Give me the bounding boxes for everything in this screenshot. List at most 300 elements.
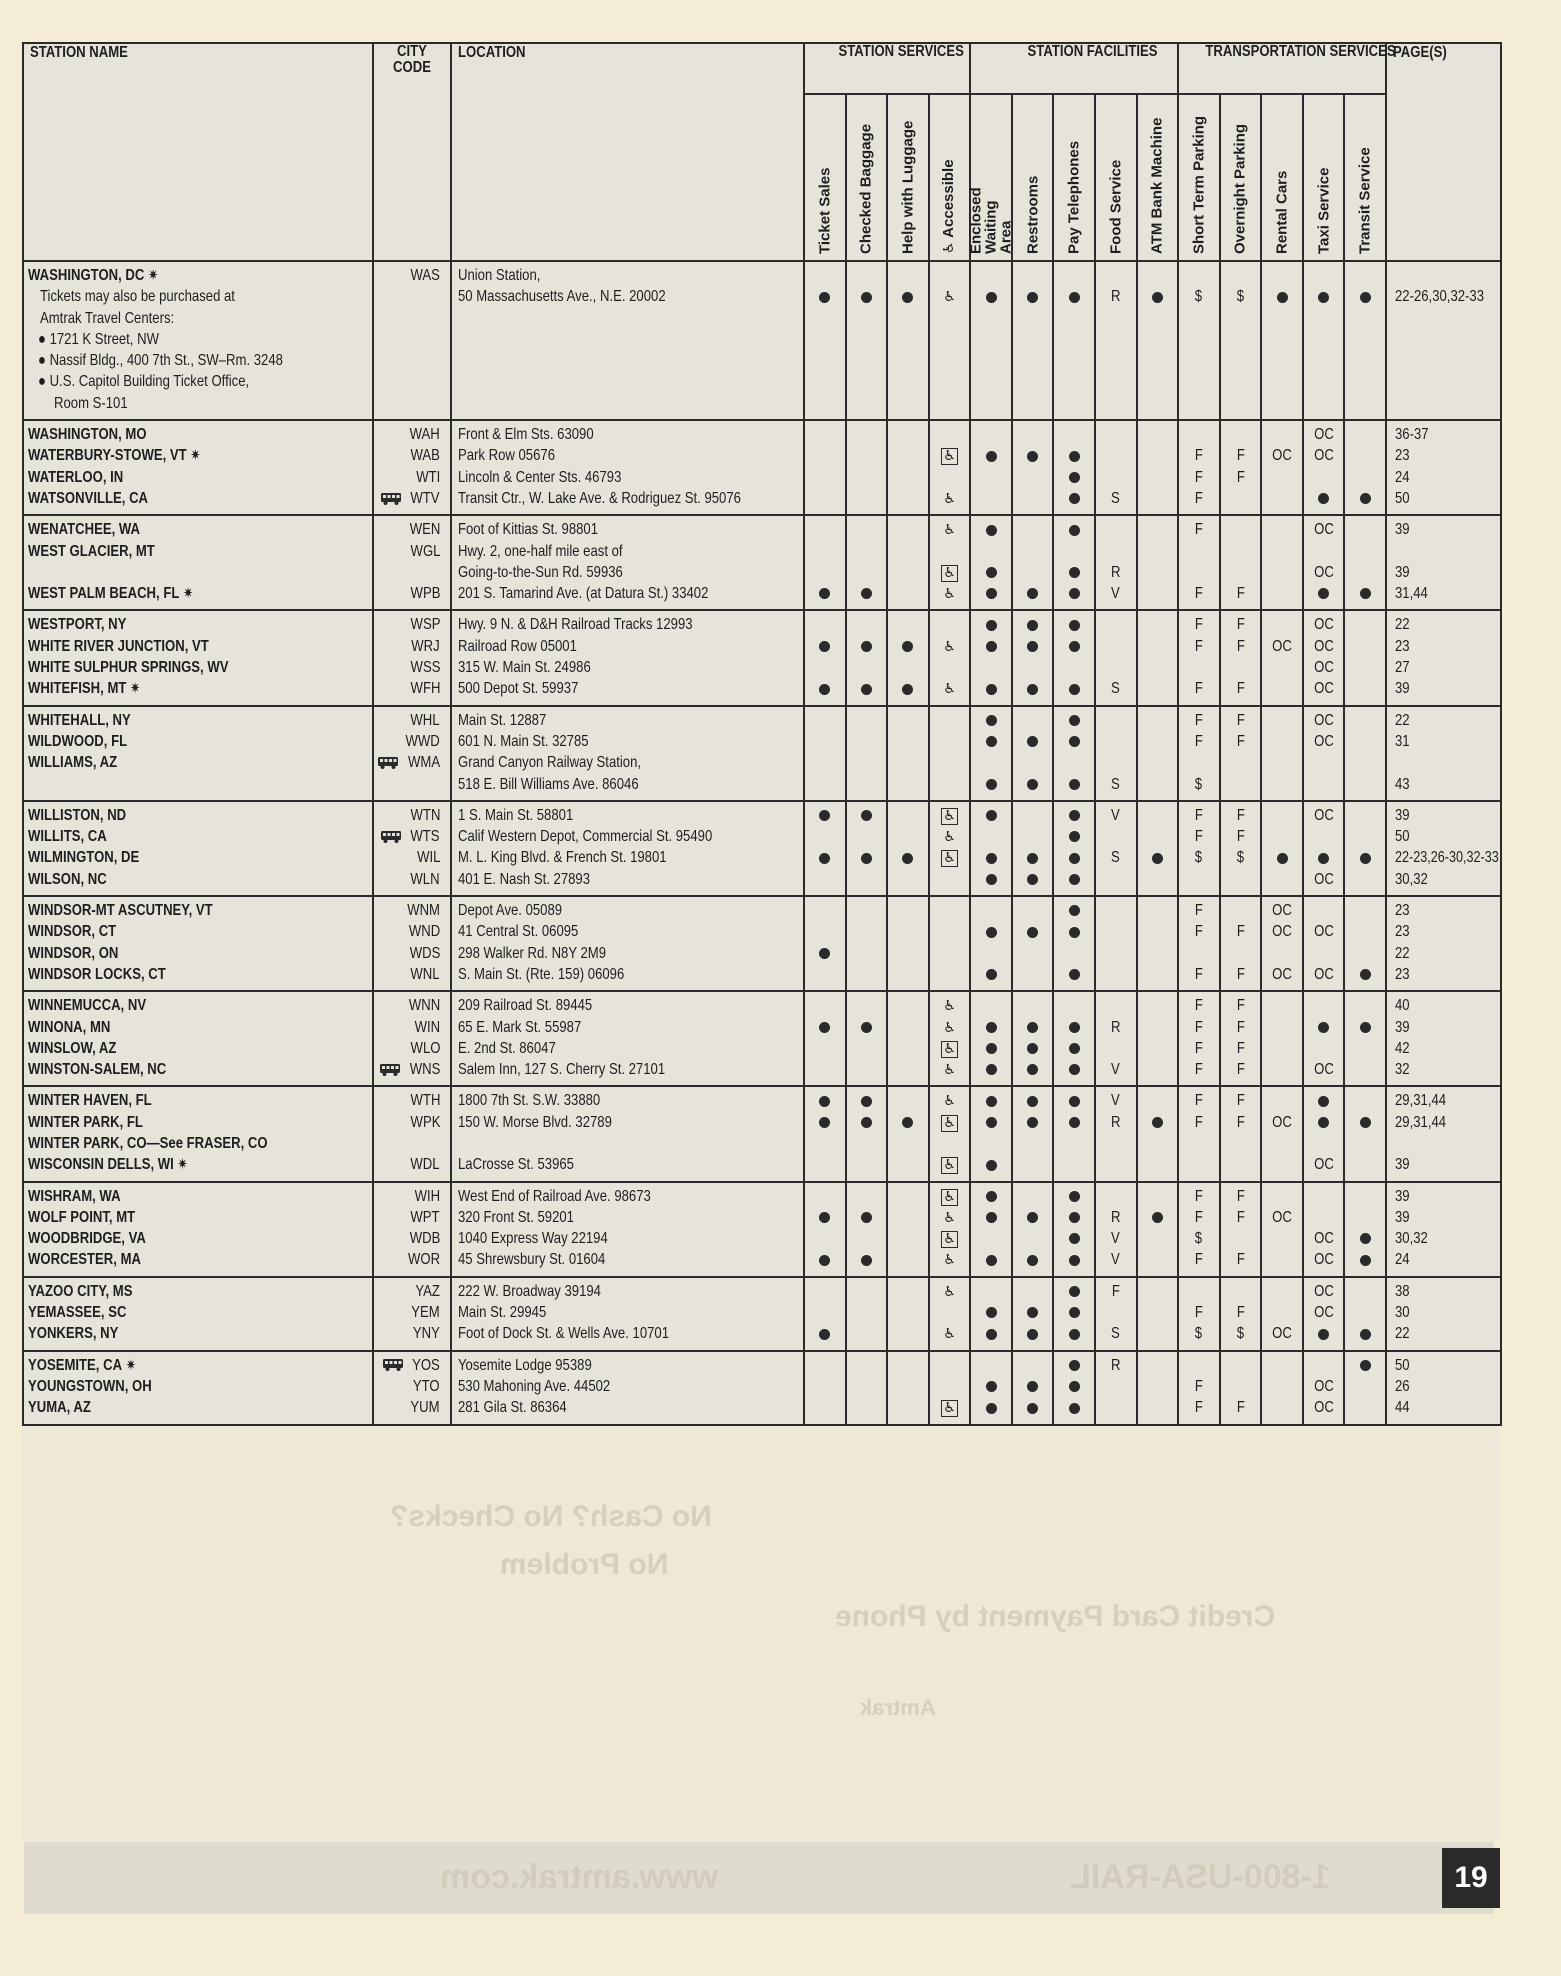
column-header-overnight-parking	[1220, 94, 1262, 261]
available-dot-icon	[861, 853, 872, 864]
available-dot-icon	[1027, 874, 1038, 885]
bleed-through-text: www.amtrak.com	[440, 1858, 719, 1896]
column-header-label: Food Service	[1107, 159, 1125, 254]
column-header-label: Restrooms	[1024, 175, 1042, 254]
service-code: OC	[1313, 1282, 1334, 1300]
city-code: WND	[408, 923, 440, 941]
pages-cell	[1386, 1277, 1501, 1351]
service-cell-overnight-parking	[1220, 515, 1262, 610]
station-group	[23, 896, 1501, 991]
service-cell-rental-cars	[1261, 515, 1303, 610]
service-cell-atm-bank-machine	[1137, 420, 1179, 515]
available-dot-icon	[1318, 1329, 1329, 1340]
station-location: Yosemite Lodge 95389	[458, 1356, 592, 1374]
service-cell-pay-telephones	[1053, 610, 1095, 705]
service-cell-transit-service	[1344, 896, 1386, 991]
service-code: S	[1111, 849, 1121, 867]
page-reference: 29,31,44	[1394, 1092, 1447, 1110]
service-cell-help-with-luggage	[887, 1086, 929, 1181]
service-cell-rental-cars	[1261, 610, 1303, 705]
available-dot-icon	[819, 588, 830, 599]
page-reference: 22-23,26-30,32-33	[1394, 849, 1499, 867]
header-group-station-services	[804, 43, 970, 94]
page-reference: 42	[1394, 1039, 1410, 1057]
available-dot-icon	[986, 1403, 997, 1414]
service-cell-restrooms	[1012, 1277, 1054, 1351]
station-location: Calif Western Depot, Commercial St. 95490	[458, 828, 713, 846]
service-cell-ticket-sales	[804, 261, 846, 420]
service-cell-checked-baggage	[846, 420, 888, 515]
service-code: F	[1194, 997, 1203, 1015]
station-location: 401 E. Nash St. 27893	[458, 870, 591, 888]
city-code: YEM	[411, 1304, 440, 1322]
service-code: F	[1194, 637, 1203, 655]
service-cell-short-term-parking	[1178, 1182, 1220, 1277]
station-name: YOSEMITE, CA	[28, 1356, 123, 1374]
accessible-icon: ♿	[943, 1093, 956, 1110]
service-code: F	[1194, 1092, 1203, 1110]
service-code: F	[1194, 447, 1203, 465]
service-code: F	[1194, 902, 1203, 920]
bus-icon	[381, 493, 401, 505]
header-group-label: STATION SERVICES	[838, 43, 964, 60]
station-entry	[24, 805, 372, 826]
station-location: Transit Ctr., W. Lake Ave. & Rodriguez St. 95076	[458, 489, 741, 507]
available-dot-icon	[1152, 292, 1163, 303]
service-code: F	[1236, 637, 1245, 655]
service-code: OC	[1313, 447, 1334, 465]
column-header-enclosed-waiting-area	[967, 94, 1015, 261]
service-cell-rental-cars	[1261, 1086, 1303, 1181]
page-reference: 23	[1394, 447, 1410, 465]
station-location: Salem Inn, 127 S. Cherry St. 27101	[458, 1061, 666, 1079]
service-cell-restrooms	[1012, 706, 1054, 801]
accessible-boxed-icon: ♿	[943, 1114, 956, 1131]
station-group	[23, 420, 1501, 515]
available-dot-icon	[1069, 451, 1080, 462]
station-name: YONKERS, NY	[28, 1325, 119, 1343]
city-code-cell	[373, 991, 451, 1086]
service-cell-restrooms	[1012, 1086, 1054, 1181]
service-cell-taxi-service	[1303, 1086, 1345, 1181]
available-dot-icon	[1027, 1403, 1038, 1414]
service-cell-taxi-service	[1303, 1351, 1345, 1425]
available-dot-icon	[1027, 684, 1038, 695]
station-entry	[24, 1186, 372, 1207]
service-cell-enclosed-waiting-area	[970, 1182, 1012, 1277]
station-location: West End of Railroad Ave. 98673	[458, 1187, 651, 1205]
station-location: Hwy. 9 N. & D&H Railroad Tracks 12993	[458, 616, 693, 634]
service-code: F	[1194, 468, 1203, 486]
service-cell-pay-telephones	[1053, 1182, 1095, 1277]
service-cell-food-service	[1095, 515, 1137, 610]
service-cell-checked-baggage	[846, 896, 888, 991]
city-code: WPT	[410, 1208, 440, 1226]
service-cell-restrooms	[1012, 991, 1054, 1086]
available-dot-icon	[1069, 1096, 1080, 1107]
station-name: WATERLOO, IN	[28, 468, 124, 486]
station-name: YAZOO CITY, MS	[28, 1282, 133, 1300]
star-icon: ✷	[130, 679, 141, 698]
station-name-cell	[23, 1351, 373, 1425]
city-code: YUM	[410, 1399, 440, 1417]
station-name: WHITEHALL, NY	[28, 711, 131, 729]
header-label: STATION NAME	[30, 44, 128, 61]
column-header-pay-telephones	[1053, 94, 1095, 261]
column-header-short-term-parking	[1178, 94, 1220, 261]
available-dot-icon	[986, 1096, 997, 1107]
available-dot-icon	[1069, 588, 1080, 599]
station-entry	[24, 847, 372, 868]
service-cell-ticket-sales	[804, 1086, 846, 1181]
station-name-cell	[23, 610, 373, 705]
available-dot-icon	[1069, 1307, 1080, 1318]
service-cell-pay-telephones	[1053, 1086, 1095, 1181]
station-entry	[24, 1090, 372, 1111]
available-dot-icon	[986, 588, 997, 599]
location-cell	[451, 610, 804, 705]
service-code: S	[1111, 775, 1121, 793]
available-dot-icon	[986, 779, 997, 790]
station-name: WHITE SULPHUR SPRINGS, WV	[28, 659, 229, 677]
service-cell-atm-bank-machine	[1137, 991, 1179, 1086]
service-code: F	[1236, 1018, 1245, 1036]
city-code-cell	[373, 1086, 451, 1181]
station-location: Going-to-the-Sun Rd. 59936	[458, 563, 623, 581]
service-cell-checked-baggage	[846, 610, 888, 705]
available-dot-icon	[819, 810, 830, 821]
column-header-label: Rental Cars	[1273, 170, 1291, 254]
available-dot-icon	[819, 1022, 830, 1033]
service-cell-taxi-service	[1303, 801, 1345, 896]
available-dot-icon	[1027, 927, 1038, 938]
service-code: V	[1111, 806, 1121, 824]
station-entry	[24, 1376, 372, 1397]
available-dot-icon	[861, 1117, 872, 1128]
service-code: $	[1195, 1230, 1203, 1248]
station-entry	[24, 1207, 372, 1228]
service-code: OC	[1313, 1304, 1334, 1322]
city-code: WMA	[407, 754, 440, 772]
available-dot-icon	[1318, 1096, 1329, 1107]
service-cell-ticket-sales	[804, 801, 846, 896]
service-code: S	[1111, 680, 1121, 698]
available-dot-icon	[819, 1329, 830, 1340]
available-dot-icon	[902, 684, 913, 695]
page-number: 19	[1442, 1848, 1500, 1908]
station-entry	[24, 1249, 372, 1270]
service-cell-accessible	[929, 1086, 971, 1181]
service-cell-help-with-luggage	[887, 1182, 929, 1277]
available-dot-icon	[1069, 1329, 1080, 1340]
service-cell-help-with-luggage	[887, 706, 929, 801]
service-code: F	[1194, 828, 1203, 846]
station-location: Foot of Kittias St. 98801	[458, 521, 599, 539]
service-cell-checked-baggage	[846, 801, 888, 896]
pages-cell	[1386, 991, 1501, 1086]
service-cell-ticket-sales	[804, 420, 846, 515]
available-dot-icon	[1152, 1117, 1163, 1128]
service-code: R	[1110, 1208, 1121, 1226]
service-cell-overnight-parking	[1220, 896, 1262, 991]
service-code: V	[1111, 585, 1121, 603]
service-cell-accessible	[929, 1351, 971, 1425]
service-code: OC	[1313, 870, 1334, 888]
service-cell-enclosed-waiting-area	[970, 706, 1012, 801]
service-cell-accessible	[929, 610, 971, 705]
station-entry	[24, 752, 372, 795]
service-code: F	[1236, 806, 1245, 824]
pages-cell	[1386, 1086, 1501, 1181]
station-location: Union Station,	[458, 267, 541, 284]
available-dot-icon	[986, 1117, 997, 1128]
station-location: 1 S. Main St. 58801	[458, 806, 574, 824]
station-name: WILLISTON, ND	[28, 806, 127, 824]
available-dot-icon	[1360, 969, 1371, 980]
station-location: 150 W. Morse Blvd. 32789	[458, 1113, 612, 1131]
bus-icon	[378, 757, 398, 769]
service-code: OC	[1313, 426, 1334, 444]
service-cell-transit-service	[1344, 991, 1386, 1086]
service-cell-help-with-luggage	[887, 610, 929, 705]
station-note: ● 1721 K Street, NW	[38, 330, 159, 348]
station-note: ● U.S. Capitol Building Ticket Office,	[38, 373, 250, 391]
accessible-icon: ♿	[943, 1252, 956, 1269]
service-cell-checked-baggage	[846, 1182, 888, 1277]
page-reference: 27	[1394, 659, 1410, 677]
available-dot-icon	[986, 1064, 997, 1075]
station-location: Front & Elm Sts. 63090	[458, 426, 594, 444]
service-cell-pay-telephones	[1053, 706, 1095, 801]
page-reference: 36-37	[1394, 426, 1429, 444]
station-entry	[24, 1112, 372, 1133]
page-reference: 31,44	[1394, 585, 1428, 603]
station-entry	[24, 1059, 372, 1080]
station-name: YOUNGSTOWN, OH	[28, 1377, 152, 1395]
available-dot-icon	[986, 810, 997, 821]
available-dot-icon	[1069, 1191, 1080, 1202]
column-header-label: Enclosed Waiting Area	[967, 187, 1015, 254]
pages-cell	[1386, 801, 1501, 896]
station-location: 65 E. Mark St. 55987	[458, 1018, 582, 1036]
station-entry	[24, 265, 372, 414]
station-location: LaCrosse St. 53965	[458, 1156, 574, 1174]
accessible-boxed-icon: ♿	[943, 1157, 956, 1174]
service-code: OC	[1313, 806, 1334, 824]
available-dot-icon	[986, 927, 997, 938]
available-dot-icon	[1360, 1360, 1371, 1371]
service-code: $	[1195, 775, 1203, 793]
header-city-code	[373, 43, 451, 261]
page-reference: 22	[1394, 616, 1410, 634]
station-entry	[24, 467, 372, 488]
station-location: 518 E. Bill Williams Ave. 86046	[458, 775, 639, 793]
page-reference: 22	[1394, 711, 1410, 729]
page-reference: 43	[1394, 775, 1410, 793]
station-name: WASHINGTON, DC	[28, 267, 145, 284]
service-code: F	[1194, 1187, 1203, 1205]
service-code: OC	[1313, 923, 1334, 941]
service-code: F	[1236, 828, 1245, 846]
available-dot-icon	[1069, 853, 1080, 864]
available-dot-icon	[861, 1096, 872, 1107]
station-name: WINDSOR LOCKS, CT	[28, 965, 166, 983]
service-cell-enclosed-waiting-area	[970, 896, 1012, 991]
column-header-label: Pay Telephones	[1065, 140, 1083, 254]
station-group	[23, 706, 1501, 801]
service-code: F	[1236, 447, 1245, 465]
available-dot-icon	[986, 1022, 997, 1033]
station-name: WINSLOW, AZ	[28, 1039, 117, 1057]
available-dot-icon	[986, 1381, 997, 1392]
station-name: WILDWOOD, FL	[28, 732, 128, 750]
station-group	[23, 1182, 1501, 1277]
service-cell-help-with-luggage	[887, 896, 929, 991]
accessible-boxed-icon: ♿	[943, 448, 956, 465]
service-cell-rental-cars	[1261, 1351, 1303, 1425]
station-entry	[24, 1397, 372, 1418]
city-code-cell	[373, 1351, 451, 1425]
service-cell-atm-bank-machine	[1137, 1277, 1179, 1351]
available-dot-icon	[819, 1117, 830, 1128]
station-location: 530 Mahoning Ave. 44502	[458, 1377, 611, 1395]
station-entry	[24, 900, 372, 921]
location-cell	[451, 1277, 804, 1351]
service-code: OC	[1313, 616, 1334, 634]
available-dot-icon	[1069, 715, 1080, 726]
station-note: ● Nassif Bldg., 400 7th St., SW–Rm. 3248	[38, 352, 283, 370]
service-cell-help-with-luggage	[887, 801, 929, 896]
service-cell-food-service	[1095, 706, 1137, 801]
service-cell-short-term-parking	[1178, 515, 1220, 610]
available-dot-icon	[819, 1212, 830, 1223]
station-location: M. L. King Blvd. & French St. 19801	[458, 849, 667, 867]
service-cell-taxi-service	[1303, 515, 1345, 610]
city-code: WOR	[407, 1251, 440, 1269]
bleed-through-text: No Cash? No Checks?	[390, 1500, 712, 1533]
accessible-icon: ♿	[943, 1283, 956, 1300]
accessible-icon: ♿	[943, 829, 956, 846]
service-cell-enclosed-waiting-area	[970, 1277, 1012, 1351]
column-header-atm-bank-machine	[1137, 94, 1179, 261]
service-cell-short-term-parking	[1178, 991, 1220, 1086]
city-code: WNM	[407, 902, 440, 920]
service-code: V	[1111, 1230, 1121, 1248]
page-reference: 24	[1394, 1251, 1410, 1269]
station-name: WINDSOR, ON	[28, 944, 119, 962]
service-code: F	[1194, 1018, 1203, 1036]
column-header-label: Short Term Parking	[1190, 115, 1208, 254]
service-cell-overnight-parking	[1220, 1182, 1262, 1277]
available-dot-icon	[986, 1043, 997, 1054]
column-header-label: Ticket Sales	[816, 167, 834, 254]
available-dot-icon	[1027, 1043, 1038, 1054]
bus-icon	[383, 1359, 403, 1371]
accessible-icon: ♿	[943, 681, 956, 698]
service-code: F	[1236, 1187, 1245, 1205]
available-dot-icon	[819, 684, 830, 695]
service-code: OC	[1313, 1377, 1334, 1395]
service-code: OC	[1313, 1399, 1334, 1417]
available-dot-icon	[1027, 1381, 1038, 1392]
service-cell-rental-cars	[1261, 1277, 1303, 1351]
available-dot-icon	[1027, 620, 1038, 631]
service-code: R	[1110, 1113, 1121, 1131]
service-code: F	[1194, 1113, 1203, 1131]
service-cell-restrooms	[1012, 420, 1054, 515]
station-note: Tickets may also be purchased at	[40, 288, 235, 306]
service-cell-transit-service	[1344, 1086, 1386, 1181]
page-reference: 40	[1394, 997, 1410, 1015]
station-entry	[24, 1154, 372, 1175]
service-code: F	[1236, 1208, 1245, 1226]
station-name: WINSTON-SALEM, NC	[28, 1061, 167, 1079]
station-name: WATSONVILLE, CA	[28, 489, 149, 507]
station-note: Amtrak Travel Centers:	[40, 309, 175, 327]
city-code: WIH	[414, 1187, 440, 1205]
service-cell-atm-bank-machine	[1137, 610, 1179, 705]
location-cell	[451, 261, 804, 420]
available-dot-icon	[861, 810, 872, 821]
service-cell-transit-service	[1344, 261, 1386, 420]
available-dot-icon	[1069, 620, 1080, 631]
station-name: WOODBRIDGE, VA	[28, 1230, 146, 1248]
service-code: F	[1236, 997, 1245, 1015]
accessible-boxed-icon: ♿	[943, 807, 956, 824]
service-code: F	[1194, 1208, 1203, 1226]
page-reference: 44	[1394, 1399, 1410, 1417]
service-code: OC	[1313, 1156, 1334, 1174]
service-code: F	[1236, 616, 1245, 634]
header-group-label: TRANSPORTATION SERVICES	[1205, 43, 1396, 60]
service-cell-taxi-service	[1303, 610, 1345, 705]
service-cell-transit-service	[1344, 1277, 1386, 1351]
service-cell-checked-baggage	[846, 261, 888, 420]
accessible-icon: ♿	[943, 1062, 956, 1079]
available-dot-icon	[861, 684, 872, 695]
station-name: WASHINGTON, MO	[28, 426, 147, 444]
location-cell	[451, 991, 804, 1086]
service-cell-pay-telephones	[1053, 261, 1095, 420]
available-dot-icon	[819, 641, 830, 652]
service-cell-short-term-parking	[1178, 420, 1220, 515]
available-dot-icon	[1277, 853, 1288, 864]
accessible-boxed-icon: ♿	[943, 564, 956, 581]
station-name-cell	[23, 515, 373, 610]
star-icon: ✷	[190, 446, 201, 465]
service-cell-short-term-parking	[1178, 706, 1220, 801]
accessible-icon: ♿	[943, 522, 956, 539]
accessible-icon: ♿	[943, 289, 956, 306]
page-reference: 30	[1394, 1304, 1410, 1322]
accessible-boxed-icon: ♿	[943, 850, 956, 867]
service-cell-enclosed-waiting-area	[970, 801, 1012, 896]
service-cell-enclosed-waiting-area	[970, 610, 1012, 705]
available-dot-icon	[986, 525, 997, 536]
service-cell-restrooms	[1012, 896, 1054, 991]
service-cell-accessible	[929, 1182, 971, 1277]
station-location: Grand Canyon Railway Station,	[458, 754, 642, 772]
city-code-cell	[373, 1182, 451, 1277]
station-entry	[24, 657, 372, 678]
accessible-icon: ♿	[943, 490, 956, 507]
available-dot-icon	[1152, 1212, 1163, 1223]
station-location: Main St. 12887	[458, 711, 547, 729]
pages-cell	[1386, 706, 1501, 801]
available-dot-icon	[819, 1096, 830, 1107]
service-cell-checked-baggage	[846, 1351, 888, 1425]
service-cell-transit-service	[1344, 610, 1386, 705]
